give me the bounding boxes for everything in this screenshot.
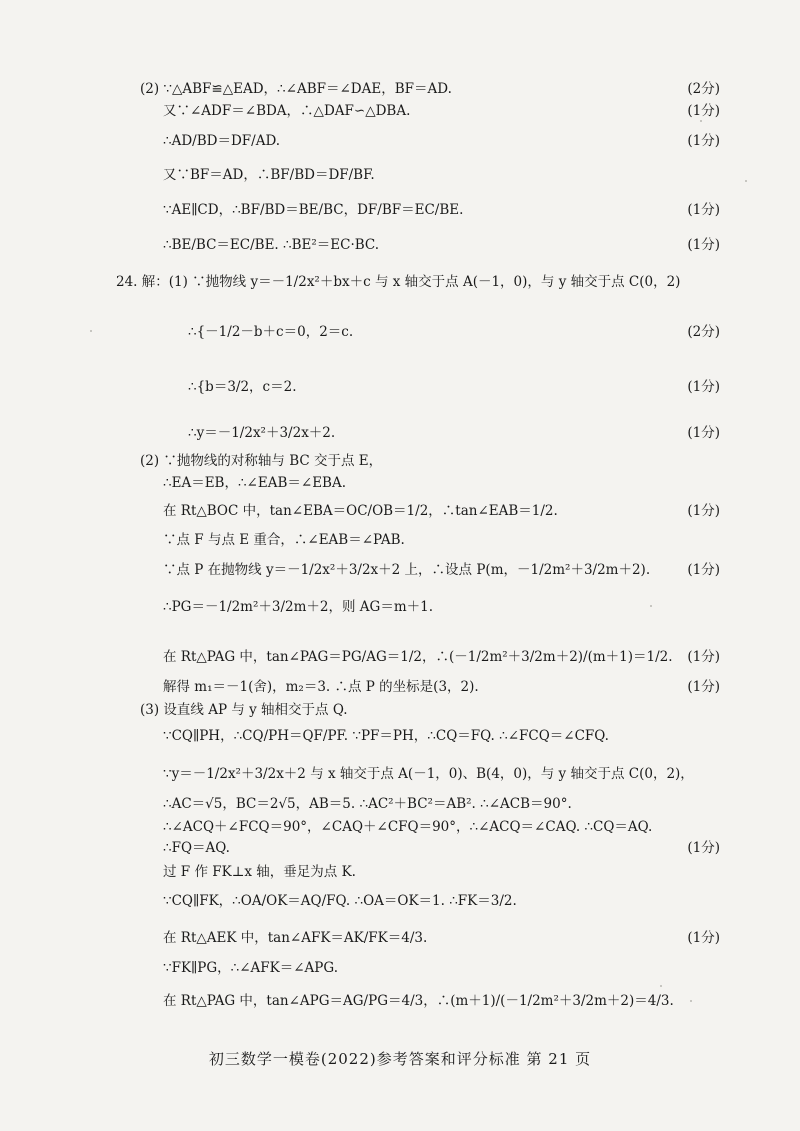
text-line-6: ∴BE/BC＝EC/BE. ∴BE²＝EC·BC. [163, 237, 380, 253]
score-line-13: (1分) [687, 503, 720, 519]
text-line-2: 又∵∠ADF＝∠BDA，∴△DAF∽△DBA. [163, 103, 411, 119]
text-line-13: 在 Rt△BOC 中，tan∠EBA＝OC/OB＝1/2，∴tan∠EAB＝1/2. [163, 503, 558, 519]
text-line-5: ∵AE∥CD，∴BF/BD＝BE/BC，DF/BF＝EC/BE. [163, 202, 464, 218]
text-line-17: 在 Rt△PAG 中，tan∠PAG＝PG/AG＝1/2，∴(－1/2m²＋3/2m＋2)/(m＋1)＝1/2. [163, 649, 673, 665]
text-line-28: ∵FK∥PG，∴∠AFK＝∠APG. [163, 960, 338, 976]
text-line-11: (2) ∵抛物线的对称轴与 BC 交于点 E， [140, 453, 383, 469]
text-line-22: ∴AC＝√5，BC＝2√5，AB＝5. ∴AC²＋BC²＝AB². ∴∠ACB＝90°. [163, 796, 572, 812]
text-line-25: 过 F 作 FK⊥x 轴，垂足为点 K. [163, 864, 356, 880]
text-line-14: ∵点 F 与点 E 重合，∴∠EAB＝∠PAB. [163, 532, 405, 548]
text-line-16: ∴PG＝－1/2m²＋3/2m＋2，则 AG＝m＋1. [163, 599, 434, 615]
text-line-10: ∴y＝－1/2x²＋3/2x＋2. [188, 425, 336, 441]
text-line-21: ∵y＝－1/2x²＋3/2x＋2 与 x 轴交于点 A(－1，0)、B(4，0)，与 y 轴交于点 C(0，2)， [163, 766, 694, 782]
score-line-10: (1分) [687, 425, 720, 441]
text-line-1: (2) ∵△ABF≌△EAD，∴∠ABF＝∠DAE，BF＝AD. [140, 81, 452, 97]
text-line-20: ∵CQ∥PH，∴CQ/PH＝QF/PF. ∵PF＝PH，∴CQ＝FQ. ∴∠FCQ＝∠CFQ. [163, 728, 609, 744]
text-line-23: ∴∠ACQ＋∠FCQ＝90°，∠CAQ＋∠CFQ＝90°，∴∠ACQ＝∠CAQ. ∴CQ＝AQ. [163, 819, 653, 835]
text-line-15: ∵点 P 在抛物线 y＝－1/2x²＋3/2x＋2 上，∴设点 P(m，－1/2m²＋3/2m＋2). [163, 562, 651, 578]
score-line-15: (1分) [687, 562, 720, 578]
text-line-27: 在 Rt△AEK 中，tan∠AFK＝AK/FK＝4/3. [163, 930, 428, 946]
score-line-8: (2分) [687, 324, 720, 340]
score-line-2: (1分) [687, 103, 720, 119]
score-line-1: (2分) [687, 81, 720, 97]
text-line-3: ∴AD/BD＝DF/AD. [163, 133, 281, 149]
score-line-18: (1分) [687, 679, 720, 695]
text-line-12: ∴EA＝EB，∴∠EAB＝∠EBA. [163, 475, 347, 491]
text-line-29: 在 Rt△PAG 中，tan∠APG＝AG/PG＝4/3，∴(m＋1)/(－1/2m²＋3/2m＋2)＝4/3. [163, 993, 674, 1009]
text-line-19: (3) 设直线 AP 与 y 轴相交于点 Q. [140, 702, 348, 718]
score-line-17: (1分) [687, 649, 720, 665]
text-line-26: ∵CQ∥FK，∴OA/OK＝AQ/FQ. ∴OA＝OK＝1. ∴FK＝3/2. [163, 893, 517, 909]
score-line-5: (1分) [687, 202, 720, 218]
score-line-24: (1分) [687, 840, 720, 856]
text-line-9: ∴{b＝3/2，c＝2. [188, 379, 297, 395]
score-line-9: (1分) [687, 379, 720, 395]
text-line-4: 又∵BF＝AD，∴BF/BD＝DF/BF. [163, 167, 375, 183]
text-line-24: ∴FQ＝AQ. [163, 840, 230, 856]
score-line-27: (1分) [687, 930, 720, 946]
text-line-8: ∴{－1/2－b＋c＝0，2＝c. [188, 324, 354, 340]
score-line-6: (1分) [687, 237, 720, 253]
page-footer: 初三数学一模卷(2022)参考答案和评分标准 第 21 页 [208, 1050, 592, 1068]
score-line-3: (1分) [687, 133, 720, 149]
text-line-7: 24. 解：(1) ∵抛物线 y＝－1/2x²＋bx＋c 与 x 轴交于点 A(－1，0)，与 y 轴交于点 C(0，2) [116, 274, 681, 290]
text-line-18: 解得 m₁＝－1(舍)，m₂＝3. ∴点 P 的坐标是(3，2). [163, 679, 479, 695]
